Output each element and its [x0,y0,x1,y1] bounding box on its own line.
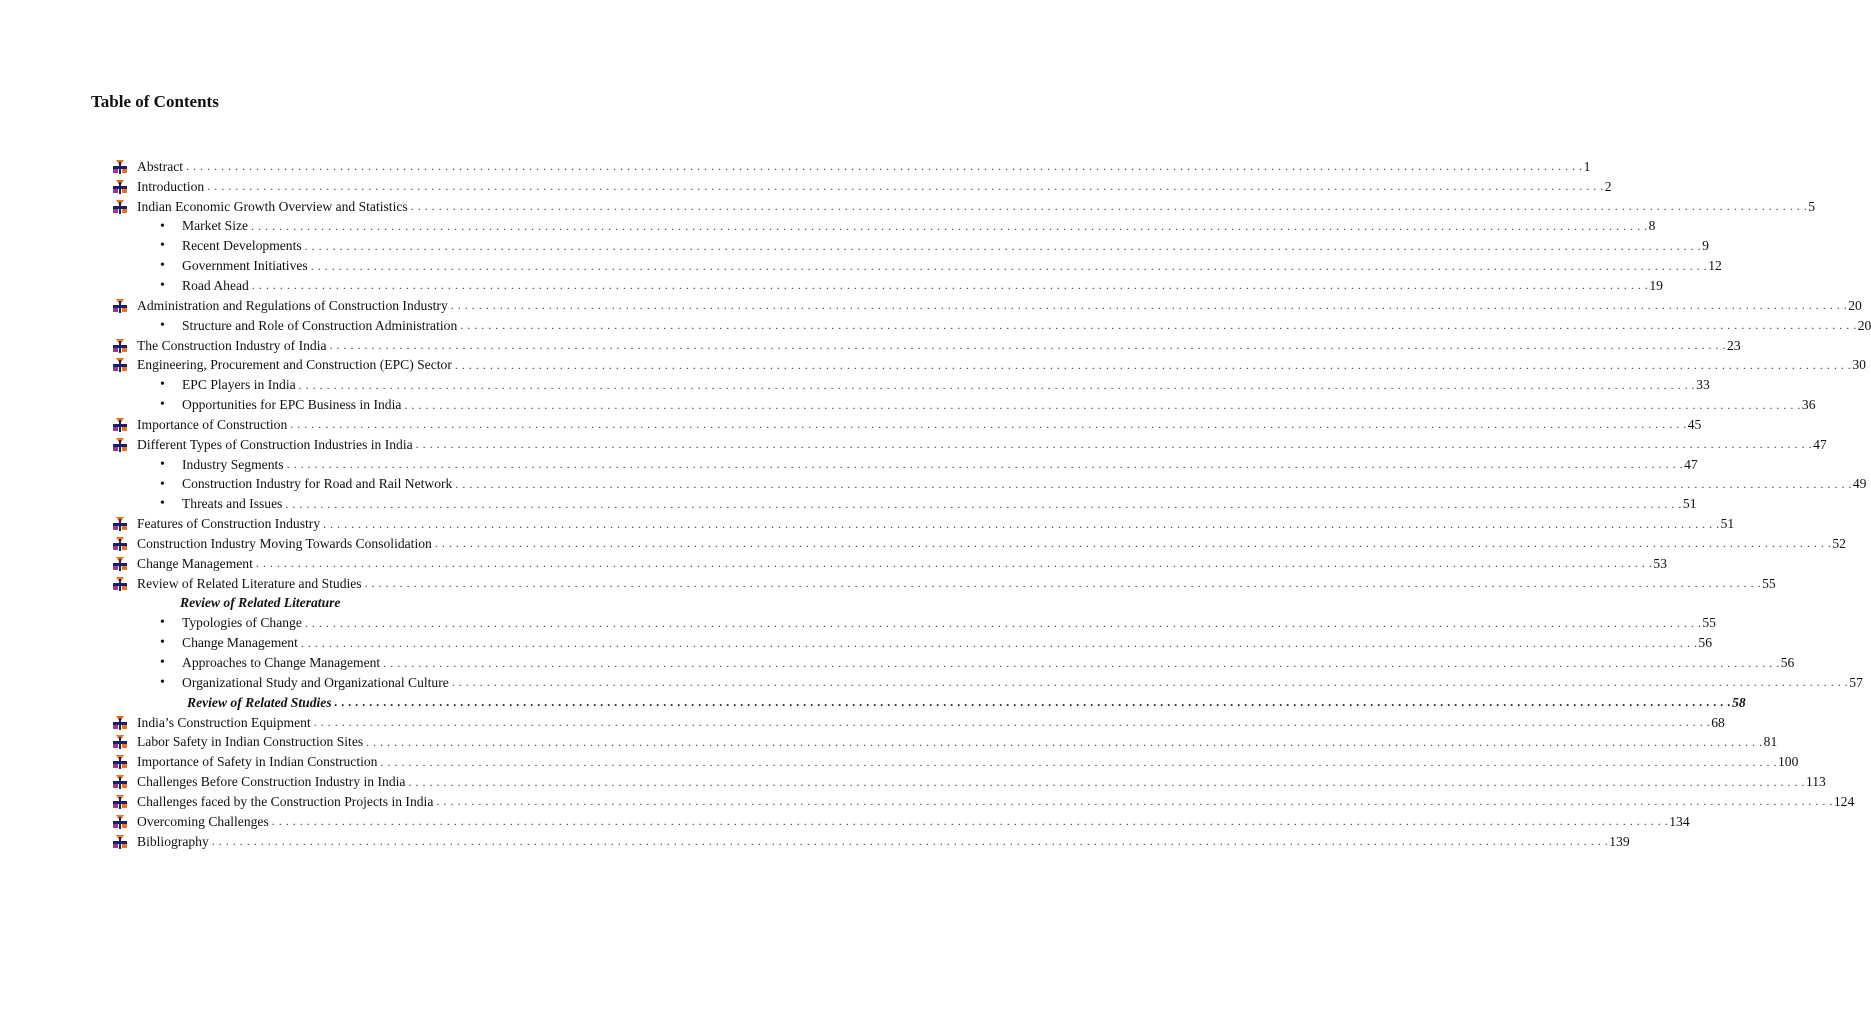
dot-leader: . . . . . . . . . . . . . . . . . . . . . . . . . . . . . . . . . . . . . . . . . . . . . . . . . . . . . . . . . . . . . . . . . . . . . . . . . . . . . . . . . . . . . . . . . . . . . . . . . . . . . . . . . . . . . . . . . . . . . . . . . . . . . . . . . . . . . . . . . . . . . . . . . . . . . . . . . . . . . . . . . . . . . . . . . . . . . . . . . . . . . . . . . . . . . . . . . . . . . . . . [380,754,1777,769]
toc-list [0,157,1871,852]
toc-page-number: 47 [1684,456,1698,472]
bullet-icon: • [160,238,165,254]
toc-entry-label: Threats and Issues [182,496,283,512]
toc-entry [0,812,1690,832]
toc-entry [0,395,1816,415]
toc-entry [0,355,1866,375]
toc-entry-label: Approaches to Change Management [182,655,381,671]
toc-entry-label: Opportunities for EPC Business in India [182,397,402,413]
toc-entry [0,217,1656,237]
toc-page-number: 139 [1609,833,1630,849]
toc-entry-label: Labor Safety in Indian Construction Sites [137,734,364,750]
dot-leader: . . . . . . . . . . . . . . . . . . . . . . . . . . . . . . . . . . . . . . . . . . . . . . . . . . . . . . . . . . . . . . . . . . . . . . . . . . . . . . . . . . . . . . . . . . . . . . . . . . . . . . . . . . . . . . . . . . . . . . . . . . . . . . . . . . . . . . . . . . . . . . . . . . . . . . . . . . . . . . . . . . . . . . . . . . . . . . . . . . . . . . . . . . . . . . . . . . . . . . . . [300,635,1698,650]
toc-entry [0,435,1827,455]
toc-entry-label: Market Size [182,218,249,234]
bullet-icon: • [160,317,165,333]
toc-entry-label: Recent Developments [182,238,302,254]
dot-leader: . . . . . . . . . . . . . . . . . . . . . . . . . . . . . . . . . . . . . . . . . . . . . . . . . . . . . . . . . . . . . . . . . . . . . . . . . . . . . . . . . . . . . . . . . . . . . . . . . . . . . . . . . . . . . . . . . . . . . . . . . . . . . . . . . . . . . . . . . . . . . . . . . . . . . . . . . . . . . . . . . . . . . . . . . . . . . . . . . . . . . . . . . . . . . . . . . . . . . . . . [364,576,1762,591]
toc-entry [0,494,1697,514]
dot-leader: . . . . . . . . . . . . . . . . . . . . . . . . . . . . . . . . . . . . . . . . . . . . . . . . . . . . . . . . . . . . . . . . . . . . . . . . . . . . . . . . . . . . . . . . . . . . . . . . . . . . . . . . . . . . . . . . . . . . . . . . . . . . . . . . . . . . . . . . . . . . . . . . . . . . . . . . . . . . . . . . . . . . . . . . . . . . . . . . . . . . . . . . . . . . . . . . . . . . . . . . [286,457,1684,472]
toc-entry-label: Different Types of Construction Industries in India [137,436,413,452]
toc-entry [0,574,1776,594]
arrow-bullet-icon [113,795,127,809]
toc-entry-label: Administration and Regulations of Construction Industry [137,297,448,313]
bullet-icon: • [160,397,165,413]
arrow-bullet-icon [113,180,127,194]
toc-page-number: 57 [1849,674,1863,690]
dot-leader: . . . . . . . . . . . . . . . . . . . . . . . . . . . . . . . . . . . . . . . . . . . . . . . . . . . . . . . . . . . . . . . . . . . . . . . . . . . . . . . . . . . . . . . . . . . . . . . . . . . . . . . . . . . . . . . . . . . . . . . . . . . . . . . . . . . . . . . . . . . . . . . . . . . . . . . . . . . . . . . . . . . . . . . . . . . . . . . . . . . . . . . . . . . . . . . . . . . . . . . . [455,476,1852,491]
toc-entry-label: Features of Construction Industry [137,516,321,532]
toc-entry-label: Government Initiatives [182,258,308,274]
dot-leader: . . . . . . . . . . . . . . . . . . . . . . . . . . . . . . . . . . . . . . . . . . . . . . . . . . . . . . . . . . . . . . . . . . . . . . . . . . . . . . . . . . . . . . . . . . . . . . . . . . . . . . . . . . . . . . . . . . . . . . . . . . . . . . . . . . . . . . . . . . . . . . . . . . . . . . . . . . . . . . . . . . . . . . . . . . . . . . . . . . . . . . . . . . . . . . . . . . . . . . . . [271,814,1669,829]
toc-page-number: 51 [1682,496,1697,512]
toc-page-number: 56 [1780,655,1795,671]
dot-leader: . . . . . . . . . . . . . . . . . . . . . . . . . . . . . . . . . . . . . . . . . . . . . . . . . . . . . . . . . . . . . . . . . . . . . . . . . . . . . . . . . . . . . . . . . . . . . . . . . . . . . . . . . . . . . . . . . . . . . . . . . . . . . . . . . . . . . . . . . . . . . . . . . . . . . . . . . . . . . . . . . . . . . . . . . . . . . . . . . . . . . . . . . . . . . . . . . . . . . . . . [408,774,1805,789]
toc-entry [0,693,1746,713]
bullet-icon: • [160,496,165,512]
toc-entry-label: Introduction [137,178,205,194]
toc-page-number: 1 [1583,158,1591,174]
toc-page-number: 113 [1805,774,1826,790]
bullet-icon: • [160,615,165,631]
toc-entry [0,455,1698,475]
toc-page-number: 8 [1648,218,1656,234]
toc-entry [0,594,768,614]
toc-entry [0,296,1862,316]
arrow-bullet-icon [113,160,127,174]
bullet-icon: • [160,655,165,671]
toc-entry [0,633,1712,653]
toc-page-number: 9 [1702,238,1709,254]
toc-page-number: 2 [1604,178,1612,194]
bullet-icon: • [160,258,165,274]
toc-page-number: 56 [1698,635,1712,651]
bullet-icon: • [160,456,165,472]
toc-page-number: 49 [1852,476,1867,492]
dot-leader: . . . . . . . . . . . . . . . . . . . . . . . . . . . . . . . . . . . . . . . . . . . . . . . . . . . . . . . . . . . . . . . . . . . . . . . . . . . . . . . . . . . . . . . . . . . . . . . . . . . . . . . . . . . . . . . . . . . . . . . . . . . . . . . . . . . . . . . . . . . . . . . . . . . . . . . . . . . . . . . . . . . . . . . . . . . . . . . . . . . . . . . . . . . . . . . . . . . . . . . . [366,734,1763,749]
toc-entry [0,673,1863,693]
toc-entry [0,197,1815,217]
dot-leader: . . . . . . . . . . . . . . . . . . . . . . . . . . . . . . . . . . . . . . . . . . . . . . . . . . . . . . . . . . . . . . . . . . . . . . . . . . . . . . . . . . . . . . . . . . . . . . . . . . . . . . . . . . . . . . . . . . . . . . . . . . . . . . . . . . . . . . . . . . . . . . . . . . . . . . . . . . . . . . . . . . . . . . . . . . . . . . . . . . . . . . . . . . . . . . . . . . . . . . . . [310,258,1708,273]
toc-entry-label: Construction Industry for Road and Rail Network [182,476,453,492]
toc-entry [0,613,1716,633]
arrow-bullet-icon [113,299,127,313]
dot-leader: . . . . . . . . . . . . . . . . . . . . . . . . . . . . . . . . . . . . . . . . . . . . . . . . . . . . . . . . . . . . . . . . . . . . . . . . . . . . . . . . . . . . . . . . . . . . . . . . . . . . . . . . . . . . . . . . . . . . . . . . . . . . . . . . . . . . . . . . . . . . . . . . . . . . . . . . . . . . . . . . . . . . . . . . . . . . . . . . . . . . . . . . . . . . . . . . . . . . . . . . [304,615,1702,630]
toc-entry [0,832,1630,852]
toc-entry [0,256,1722,276]
dot-leader: . . . . . . . . . . . . . . . . . . . . . . . . . . . . . . . . . . . . . . . . . . . . . . . . . . . . . . . . . . . . . . . . . . . . . . . . . . . . . . . . . . . . . . . . . . . . . . . . . . . . . . . . . . . . . . . . . . . . . . . . . . . . . . . . . . . . . . . . . . . . . . . . . . . . . . . . . . . . . . . . . . . . . . . . . . . . . . . . . . . . . . . . . . . . . . . . . . . . . . . . [415,437,1813,452]
dot-leader: . . . . . . . . . . . . . . . . . . . . . . . . . . . . . . . . . . . . . . . . . . . . . . . . . . . . . . . . . . . . . . . . . . . . . . . . . . . . . . . . . . . . . . . . . . . . . . . . . . . . . . . . . . . . . . . . . . . . . . . . . . . . . . . . . . . . . . . . . . . . . . . . . . . . . . . . . . . . . . . . . . . . . . . . . . . . . . . . . . . . . . . . . . . . . . . . . . . . . . . . [334,695,1732,710]
toc-entry [0,316,1871,336]
toc-page-number: 81 [1763,734,1778,750]
dot-leader: . . . . . . . . . . . . . . . . . . . . . . . . . . . . . . . . . . . . . . . . . . . . . . . . . . . . . . . . . . . . . . . . . . . . . . . . . . . . . . . . . . . . . . . . . . . . . . . . . . . . . . . . . . . . . . . . . . . . . . . . . . . . . . . . . . . . . . . . . . . . . . . . . . . . . . . . . . . . . . . . . . . . . . . . . . . . . . . . . . . . . . . . . . . . . . . . . . . . . . . . [298,377,1696,392]
toc-page-number: 33 [1696,377,1710,393]
toc-page-number: 58 [1732,694,1746,710]
dot-leader: . . . . . . . . . . . . . . . . . . . . . . . . . . . . . . . . . . . . . . . . . . . . . . . . . . . . . . . . . . . . . . . . . . . . . . . . . . . . . . . . . . . . . . . . . . . . . . . . . . . . . . . . . . . . . . . . . . . . . . . . . . . . . . . . . . . . . . . . . . . . . . . . . . . . . . . . . . . . . . . . . . . . . . . . . . . . . . . . . . . . . . . . . . . . . . . . . . . . . . . . [329,338,1727,353]
toc-page-number: 124 [1833,793,1855,809]
toc-entry [0,375,1710,395]
toc-page-number: 100 [1777,754,1799,770]
toc-entry-label: India’s Construction Equipment [137,714,311,730]
dot-leader: . . . . . . . . . . . . . . . . . . . . . . . . . . . . . . . . . . . . . . . . . . . . . . . . . . . . . . . . . . . . . . . . . . . . . . . . . . . . . . . . . . . . . . . . . . . . . . . . . . . . . . . . . . . . . . . . . . . . . . . . . . . . . . . . . . . . . . . . . . . . . . . . . . . . . . . . . . . . . . . . . . . . . . . . . . . . . . . . . . . . . . . . . . . . . . . . . . . . . . . . [323,516,1720,531]
dot-leader: . . . . . . . . . . . . . . . . . . . . . . . . . . . . . . . . . . . . . . . . . . . . . . . . . . . . . . . . . . . . . . . . . . . . . . . . . . . . . . . . . . . . . . . . . . . . . . . . . . . . . . . . . . . . . . . . . . . . . . . . . . . . . . . . . . . . . . . . . . . . . . . . . . . . . . . . . . . . . . . . . . . . . . . . . . . . . . . . . . . . . . . . . . . . . . . . . . . . . . . . [207,179,1604,194]
toc-entry-label: Organizational Study and Organizational Culture [182,674,449,690]
arrow-bullet-icon [113,815,127,829]
toc-entry-label: Importance of Construction [137,416,288,432]
arrow-bullet-icon [113,537,127,551]
toc-page-number: 5 [1808,198,1815,214]
bullet-icon: • [160,635,165,651]
toc-entry-label: Change Management [182,635,298,651]
toc-entry-label: Review of Related Literature [180,595,341,611]
toc-page-number: 51 [1720,516,1735,532]
toc-page-number: 68 [1711,714,1725,730]
toc-entry [0,514,1735,534]
toc-entry [0,475,1867,495]
toc-page-number: 45 [1687,416,1702,432]
arrow-bullet-icon [113,735,127,749]
dot-leader: . . . . . . . . . . . . . . . . . . . . . . . . . . . . . . . . . . . . . . . . . . . . . . . . . . . . . . . . . . . . . . . . . . . . . . . . . . . . . . . . . . . . . . . . . . . . . . . . . . . . . . . . . . . . . . . . . . . . . . . . . . . . . . . . . . . . . . . . . . . . . . . . . . . . . . . . . . . . . . . . . . . . . . . . . . . . . . . . . . . . . . . . . . . . . . . . . . . . . . . . [290,417,1687,432]
dot-leader: . . . . . . . . . . . . . . . . . . . . . . . . . . . . . . . . . . . . . . . . . . . . . . . . . . . . . . . . . . . . . . . . . . . . . . . . . . . . . . . . . . . . . . . . . . . . . . . . . . . . . . . . . . . . . . . . . . . . . . . . . . . . . . . . . . . . . . . . . . . . . . . . . . . . . . . . . . . . . . . . . . . . . . . . . . . . . . . . . . . . . . . . . . . . . . . . . . . . . . . . [450,298,1848,313]
arrow-bullet-icon [113,577,127,591]
toc-page-number: 134 [1669,813,1690,829]
toc-entry [0,415,1702,435]
toc-page-number: 23 [1727,337,1741,353]
toc-entry [0,236,1709,256]
arrow-bullet-icon [113,755,127,769]
toc-entry-label: Engineering, Procurement and Construction (EPC) Sector [137,357,452,373]
dot-leader: . . . . . . . . . . . . . . . . . . . . . . . . . . . . . . . . . . . . . . . . . . . . . . . . . . . . . . . . . . . . . . . . . . . . . . . . . . . . . . . . . . . . . . . . . . . . . . . . . . . . . . . . . . . . . . . . . . . . . . . . . . . . . . . . . . . . . . . . . . . . . . . . . . . . . . . . . . . . . . . . . . . . . . . . . . . . . . . . . . . . . . . . . . . . . . . . . . . . . . . . [383,655,1780,670]
toc-page-number: 12 [1708,258,1722,274]
arrow-bullet-icon [113,835,127,849]
arrow-bullet-icon [113,200,127,214]
toc-entry [0,336,1741,356]
toc-entry [0,653,1795,673]
toc-page-number: 20 [1857,317,1871,333]
toc-entry-label: Importance of Safety in Indian Construction [137,754,378,770]
dot-leader: . . . . . . . . . . . . . . . . . . . . . . . . . . . . . . . . . . . . . . . . . . . . . . . . . . . . . . . . . . . . . . . . . . . . . . . . . . . . . . . . . . . . . . . . . . . . . . . . . . . . . . . . . . . . . . . . . . . . . . . . . . . . . . . . . . . . . . . . . . . . . . . . . . . . . . . . . . . . . . . . . . . . . . . . . . . . . . . . . . . . . . . . . . . . . . . . . . . . . . . . [285,496,1682,511]
toc-page-number: 19 [1649,277,1663,293]
toc-entry [0,732,1778,752]
dot-leader: . . . . . . . . . . . . . . . . . . . . . . . . . . . . . . . . . . . . . . . . . . . . . . . . . . . . . . . . . . . . . . . . . . . . . . . . . . . . . . . . . . . . . . . . . . . . . . . . . . . . . . . . . . . . . . . . . . . . . . . . . . . . . . . . . . . . . . . . . . . . . . . . . . . . . . . . . . . . . . . . . . . . . . . . . . . . . . . . . . . . . . . . . . . . . . . . . . . . . . . . [451,675,1849,690]
toc-page-number: 30 [1852,357,1866,373]
dot-leader: . . . . . . . . . . . . . . . . . . . . . . . . . . . . . . . . . . . . . . . . . . . . . . . . . . . . . . . . . . . . . . . . . . . . . . . . . . . . . . . . . . . . . . . . . . . . . . . . . . . . . . . . . . . . . . . . . . . . . . . . . . . . . . . . . . . . . . . . . . . . . . . . . . . . . . . . . . . . . . . . . . . . . . . . . . . . . . . . . . . . . . . . . . . . . . . . . . . . . . . . [460,318,1857,333]
toc-entry-label: Challenges Before Construction Industry in India [137,774,406,790]
dot-leader: . . . . . . . . . . . . . . . . . . . . . . . . . . . . . . . . . . . . . . . . . . . . . . . . . . . . . . . . . . . . . . . . . . . . . . . . . . . . . . . . . . . . . . . . . . . . . . . . . . . . . . . . . . . . . . . . . . . . . . . . . . . . . . . . . . . . . . . . . . . . . . . . . . . . . . . . . . . . . . . . . . . . . . . . . . . . . . . . . . . . . . . . . . . . . . . . . . . . . . . . [211,834,1609,849]
bullet-icon: • [160,377,165,393]
arrow-bullet-icon [113,339,127,353]
page-title: Table of Contents [91,92,219,111]
toc-entry [0,752,1799,772]
dot-leader: . . . . . . . . . . . . . . . . . . . . . . . . . . . . . . . . . . . . . . . . . . . . . . . . . . . . . . . . . . . . . . . . . . . . . . . . . . . . . . . . . . . . . . . . . . . . . . . . . . . . . . . . . . . . . . . . . . . . . . . . . . . . . . . . . . . . . . . . . . . . . . . . . . . . . . . . . . . . . . . . . . . . . . . . . . . . . . . . . . . . . . . . . . . . . . . . . . . . . . . . [436,794,1833,809]
toc-entry-label: Indian Economic Growth Overview and Statistics [137,198,408,214]
arrow-bullet-icon [113,517,127,531]
toc-entry-label: EPC Players in India [182,377,296,393]
toc-entry [0,157,1591,177]
bullet-icon: • [160,674,165,690]
toc-entry [0,554,1667,574]
toc-page-number: 55 [1702,615,1716,631]
arrow-bullet-icon [113,716,127,730]
dot-leader: . . . . . . . . . . . . . . . . . . . . . . . . . . . . . . . . . . . . . . . . . . . . . . . . . . . . . . . . . . . . . . . . . . . . . . . . . . . . . . . . . . . . . . . . . . . . . . . . . . . . . . . . . . . . . . . . . . . . . . . . . . . . . . . . . . . . . . . . . . . . . . . . . . . . . . . . . . . . . . . . . . . . . . . . . . . . . . . . . . . . . . . . . . . . . . . . . . . . . . . . [251,278,1649,293]
toc-entry-label: Typologies of Change [182,615,302,631]
toc-entry-label: Review of Related Literature and Studies [137,575,362,591]
dot-leader: . . . . . . . . . . . . . . . . . . . . . . . . . . . . . . . . . . . . . . . . . . . . . . . . . . . . . . . . . . . . . . . . . . . . . . . . . . . . . . . . . . . . . . . . . . . . . . . . . . . . . . . . . . . . . . . . . . . . . . . . . . . . . . . . . . . . . . . . . . . . . . . . . . . . . . . . . . . . . . . . . . . . . . . . . . . . . . . . . . . . . . . . . . . . . . . . . . . . . . . . [251,218,1648,233]
bullet-icon: • [160,476,165,492]
dot-leader: . . . . . . . . . . . . . . . . . . . . . . . . . . . . . . . . . . . . . . . . . . . . . . . . . . . . . . . . . . . . . . . . . . . . . . . . . . . . . . . . . . . . . . . . . . . . . . . . . . . . . . . . . . . . . . . . . . . . . . . . . . . . . . . . . . . . . . . . . . . . . . . . . . . . . . . . . . . . . . . . . . . . . . . . . . . . . . . . . . . . . . . . . . . . . . . . . . . . . . . . [313,715,1711,730]
toc-entry [0,534,1846,554]
toc-entry [0,177,1612,197]
toc-entry-label: Review of Related Studies [187,694,332,710]
toc-entry-label: Industry Segments [182,456,284,472]
arrow-bullet-icon [113,775,127,789]
bullet-icon: • [160,218,165,234]
toc-page-number: 20 [1848,297,1862,313]
dot-leader: . . . . . . . . . . . . . . . . . . . . . . . . . . . . . . . . . . . . . . . . . . . . . . . . . . . . . . . . . . . . . . . . . . . . . . . . . . . . . . . . . . . . . . . . . . . . . . . . . . . . . . . . . . . . . . . . . . . . . . . . . . . . . . . . . . . . . . . . . . . . . . . . . . . . . . . . . . . . . . . . . . . . . . . . . . . . . . . . . . . . . . . . . . . . . . . . . . . . . . . . [410,199,1808,214]
bullet-icon: • [160,278,165,294]
arrow-bullet-icon [113,557,127,571]
toc-entry-label: Structure and Role of Construction Administration [182,317,458,333]
dot-leader: . . . . . . . . . . . . . . . . . . . . . . . . . . . . . . . . . . . . . . . . . . . . . . . . . . . . . . . . . . . . . . . . . . . . . . . . . . . . . . . . . . . . . . . . . . . . . . . . . . . . . . . . . . . . . . . . . . . . . . . . . . . . . . . . . . . . . . . . . . . . . . . . . . . . . . . . . . . . . . . . . . . . . . . . . . . . . . . . . . . . . . . . . . . . . . . . . . . . . . . . [255,556,1653,571]
toc-entry [0,792,1855,812]
toc-entry-label: Overcoming Challenges [137,813,269,829]
dot-leader: . . . . . . . . . . . . . . . . . . . . . . . . . . . . . . . . . . . . . . . . . . . . . . . . . . . . . . . . . . . . . . . . . . . . . . . . . . . . . . . . . . . . . . . . . . . . . . . . . . . . . . . . . . . . . . . . . . . . . . . . . . . . . . . . . . . . . . . . . . . . . . . . . . . . . . . . . . . . . . . . . . . . . . . . . . . . . . . . . . . . . . . . . . . . . . . . . . . . . . . . [186,159,1583,174]
toc-entry [0,713,1725,733]
toc-entry [0,772,1826,792]
arrow-bullet-icon [113,438,127,452]
toc-page-number: 47 [1813,436,1827,452]
toc-entry-label: The Construction Industry of India [137,337,327,353]
dot-leader: . . . . . . . . . . . . . . . . . . . . . . . . . . . . . . . . . . . . . . . . . . . . . . . . . . . . . . . . . . . . . . . . . . . . . . . . . . . . . . . . . . . . . . . . . . . . . . . . . . . . . . . . . . . . . . . . . . . . . . . . . . . . . . . . . . . . . . . . . . . . . . . . . . . . . . . . . . . . . . . . . . . . . . . . . . . . . . . . . . . . . . . . . . . . . . . . . . . . . . . . [304,238,1702,253]
toc-page-number: 52 [1832,535,1846,551]
toc-entry-label: Change Management [137,555,253,571]
toc-page-number: 53 [1653,555,1667,571]
toc-entry-label: Challenges faced by the Construction Projects in India [137,793,434,809]
toc-entry-label: Bibliography [137,833,209,849]
toc-entry [0,276,1663,296]
toc-page-number: 36 [1801,397,1816,413]
toc-entry-label: Construction Industry Moving Towards Consolidation [137,535,432,551]
dot-leader: . . . . . . . . . . . . . . . . . . . . . . . . . . . . . . . . . . . . . . . . . . . . . . . . . . . . . . . . . . . . . . . . . . . . . . . . . . . . . . . . . . . . . . . . . . . . . . . . . . . . . . . . . . . . . . . . . . . . . . . . . . . . . . . . . . . . . . . . . . . . . . . . . . . . . . . . . . . . . . . . . . . . . . . . . . . . . . . . . . . . . . . . . . . . . . . . . . . . . . . . [404,397,1801,412]
dot-leader: . . . . . . . . . . . . . . . . . . . . . . . . . . . . . . . . . . . . . . . . . . . . . . . . . . . . . . . . . . . . . . . . . . . . . . . . . . . . . . . . . . . . . . . . . . . . . . . . . . . . . . . . . . . . . . . . . . . . . . . . . . . . . . . . . . . . . . . . . . . . . . . . . . . . . . . . . . . . . . . . . . . . . . . . . . . . . . . . . . . . . . . . . . . . . . . . . . . . . . . . [454,357,1852,372]
toc-entry-label: Abstract [137,158,184,174]
arrow-bullet-icon [113,418,127,432]
dot-leader: . . . . . . . . . . . . . . . . . . . . . . . . . . . . . . . . . . . . . . . . . . . . . . . . . . . . . . . . . . . . . . . . . . . . . . . . . . . . . . . . . . . . . . . . . . . . . . . . . . . . . . . . . . . . . . . . . . . . . . . . . . . . . . . . . . . . . . . . . . . . . . . . . . . . . . . . . . . . . . . . . . . . . . . . . . . . . . . . . . . . . . . . . . . . . . . . . . . . . . . . [434,536,1832,551]
toc-entry-label: Road Ahead [182,277,249,293]
toc-page-number: 55 [1762,575,1776,591]
arrow-bullet-icon [113,358,127,372]
